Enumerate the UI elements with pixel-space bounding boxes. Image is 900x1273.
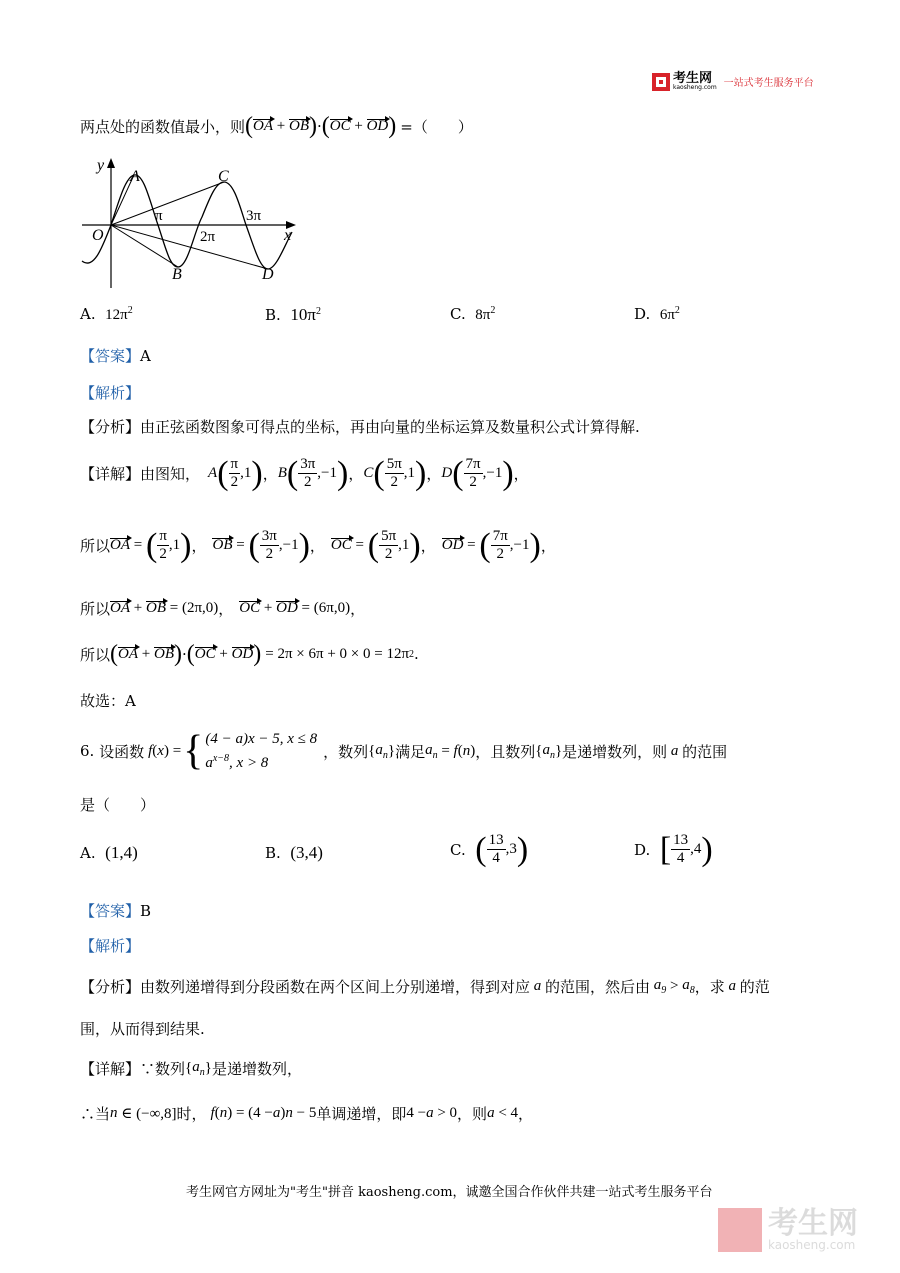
q5-option-c[interactable]: C. $8\pi^2$	[450, 305, 496, 323]
q5-fenxi: 【分析】由正弦函数图象可得点的坐标，再由向量的坐标运算及数量积公式计算得解.	[80, 418, 640, 436]
header-logo	[652, 72, 814, 91]
q5-answer: 【答案】A	[80, 347, 151, 365]
brand-logo-icon	[652, 73, 670, 91]
label-C: C	[218, 168, 229, 185]
q6-option-d[interactable]: D. [ $\frac{13}{4}$ ,4 )	[634, 830, 713, 868]
q6-option-c[interactable]: C. ( $\frac{13}{4}$ ,3 )	[450, 830, 529, 868]
q6-option-a[interactable]: A. (1,4)	[80, 843, 138, 862]
q6-analysis-label: 【解析】	[80, 937, 141, 955]
brand-name: 考生网	[673, 71, 713, 86]
label-x: x	[284, 227, 292, 244]
q6-stem-line2: 是（ ）	[80, 796, 156, 814]
label-D: D	[262, 266, 274, 283]
watermark-logo-icon	[718, 1208, 762, 1252]
q6-stem: 6. 设函数 f ( x ) = { (4 − a)x − 5, x ≤ 8 $a^{x-8}$, x > 8 ，数列 { $a_n$ } 满足 $a_n$ = f ( n ) ，且数列 { $a_n$ } 是递增数列，则 a 的范围	[80, 728, 728, 774]
q5-detail-line4: 所以 ( OA + OB ) · ( OC + OD ) = 2π × 6π + 0 × 0 = 12π 2 .	[80, 641, 419, 667]
q6-answer: 【答案】B	[80, 902, 152, 920]
label-A: A	[130, 168, 140, 185]
watermark: 考生网 kaosheng.com	[718, 1208, 858, 1252]
sine-graph	[78, 152, 310, 292]
label-3pi: 3π	[246, 208, 262, 224]
q5-detail-line2: 所以 OA = ( $\frac{\pi}{2}$ ,1 ) ， OB = ( $\frac{3\pi}{2}$ ,−1 ) ， OC = ( $\frac{5\pi}{2}$ ,1 ) ， OD = ( $\frac{7\pi}{2}$ ,−1 ) ，	[80, 526, 556, 564]
q6-option-b[interactable]: B. (3,4)	[265, 843, 323, 862]
q5-detail-line3: 所以 OA + OB = (2π,0) ， OC + OD = (6π,0) ，	[80, 600, 366, 618]
label-B: B	[172, 266, 182, 283]
q5-option-a[interactable]: A. $12\pi^2$	[80, 305, 133, 323]
q5-option-d[interactable]: D. $6\pi^2$	[634, 305, 680, 323]
y-axis-arrow-icon	[107, 158, 115, 168]
q5-detail-line1: 【详解】 由图知， A ( $\frac{\pi}{2}$ ,1 ) ， B ( $\frac{3\pi}{2}$ ,−1 ) ， C ( $\frac{5\pi}{2}$ ,1 ) ， D ( $\frac{7\pi}{2}$ ,−1 ) ，	[80, 454, 529, 492]
footer-text: 考生网官方网址为"考生"拼音 kaosheng.com，诚邀全国合作伙伴共建一站式考生服务平台	[186, 1185, 713, 1200]
label-pi: π	[155, 208, 163, 224]
q6-fenxi: 【分析】 由数列递增得到分段函数在两个区间上分别递增，得到对应 a 的范围，然后由 $a_9$ > $a_8$ ，求 a 的范	[80, 977, 770, 996]
label-2pi: 2π	[200, 229, 216, 245]
q6-detail-line2: ∴当 n ∈ (−∞,8] 时， f ( n ) = (4 − a ) n − 5 单调递增，即 4 − a > 0 ，则 a < 4 ，	[80, 1105, 534, 1123]
q5-stem: 两点处的函数值最小，则 ( OA + OB ) · ( OC + OD ) =（ ）	[80, 113, 473, 139]
segment-OD	[111, 225, 268, 269]
segment-OB	[111, 225, 178, 267]
q5-option-b[interactable]: B. $10\pi^2$	[265, 305, 321, 324]
q6-fenxi-line2: 围，从而得到结果.	[80, 1020, 205, 1038]
label-y: y	[97, 157, 105, 174]
brand-domain: kaosheng.com	[673, 84, 717, 91]
q6-detail-line1: 【详解】 ∵数列 { $a_n$ } 是递增数列，	[80, 1059, 302, 1078]
q5-analysis-label: 【解析】	[80, 384, 141, 402]
q5-choose: 故选：A	[80, 692, 136, 710]
brand-slogan: 一站式考生服务平台	[723, 78, 814, 89]
label-O: O	[92, 227, 104, 244]
